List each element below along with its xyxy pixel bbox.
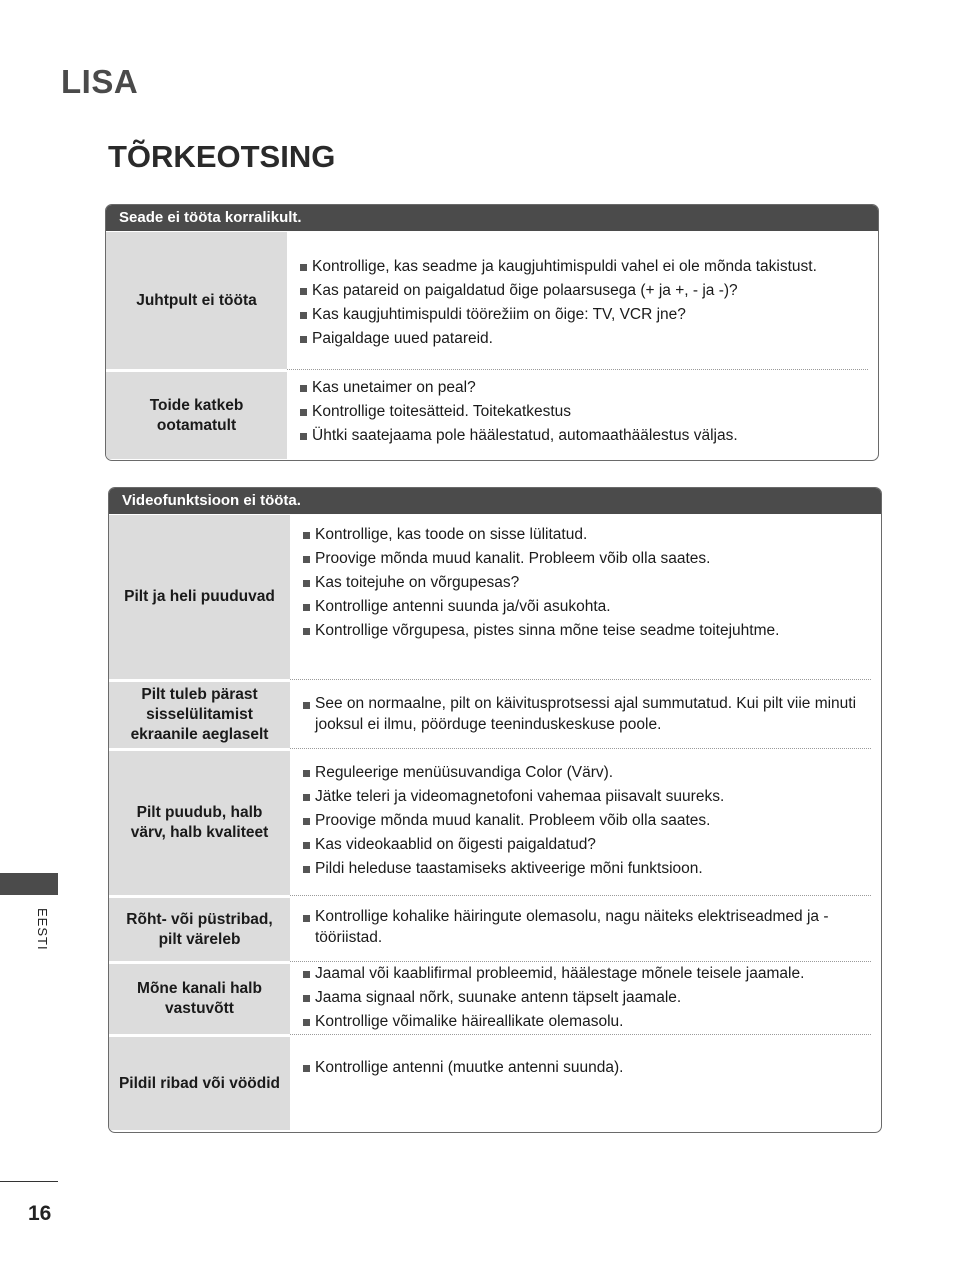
square-bullet-icon xyxy=(300,433,307,440)
square-bullet-icon xyxy=(303,866,310,873)
table-row xyxy=(109,748,881,895)
list-item xyxy=(300,303,858,327)
square-bullet-icon xyxy=(303,971,310,978)
problem-label: Rõht- või püstribad, pilt väreleb xyxy=(109,895,290,961)
solution-text: Kas videokaablid on õigesti paigaldatud? xyxy=(315,836,596,853)
square-bullet-icon xyxy=(303,556,310,563)
solution-text: Proovige mõnda muud kanalit. Probleem võib olla saates. xyxy=(315,550,711,567)
problem-label: Juhtpult ei tööta xyxy=(106,232,287,369)
solution-text: See on normaalne, pilt on käivitusprotsessi ajal summutatud. Kui pilt viie minuti jooksul ei ilmu, pöörduge teeninduskeskuse poole. xyxy=(315,695,857,733)
list-item xyxy=(303,906,861,948)
list-item xyxy=(300,327,858,351)
square-bullet-icon xyxy=(303,770,310,777)
table-row xyxy=(109,679,881,748)
square-bullet-icon xyxy=(303,1065,310,1072)
solution-list xyxy=(303,693,861,735)
troubleshoot-table-device xyxy=(105,204,879,461)
problem-label: Mõne kanali halb vastuvõtt xyxy=(109,961,290,1034)
table-row xyxy=(106,232,878,369)
table-header: Videofunktsioon ei tööta. xyxy=(109,488,881,515)
square-bullet-icon xyxy=(303,794,310,801)
solution-text: Kontrollige antenni (muutke antenni suunda). xyxy=(315,1059,624,1076)
square-bullet-icon xyxy=(303,702,310,709)
solution-cell xyxy=(290,895,871,961)
square-bullet-icon xyxy=(300,385,307,392)
list-item xyxy=(300,400,858,424)
page-number-rule xyxy=(0,1181,58,1182)
square-bullet-icon xyxy=(303,580,310,587)
table-header: Seade ei tööta korralikult. xyxy=(106,205,878,232)
solution-list xyxy=(300,255,858,351)
solution-list xyxy=(303,1056,861,1080)
solution-text: Kontrollige antenni suunda ja/või asukohta. xyxy=(315,598,611,615)
table-row xyxy=(109,1034,881,1130)
list-item xyxy=(303,986,861,1010)
list-item xyxy=(300,279,858,303)
list-item xyxy=(300,376,858,400)
table-row xyxy=(106,369,878,459)
square-bullet-icon xyxy=(303,628,310,635)
list-item xyxy=(303,619,861,643)
list-item xyxy=(303,1056,861,1080)
solution-cell xyxy=(287,369,868,459)
list-item xyxy=(300,255,858,279)
problem-label: Pildil ribad või vöödid xyxy=(109,1034,290,1130)
solution-text: Kontrollige toitesätteid. Toitekatkestus xyxy=(312,403,572,420)
solution-text: Kas unetaimer on peal? xyxy=(312,379,476,396)
solution-text: Kontrollige, kas toode on sisse lülitatud. xyxy=(315,526,588,543)
square-bullet-icon xyxy=(303,604,310,611)
page-number: 16 xyxy=(28,1202,52,1225)
solution-list xyxy=(300,376,858,448)
list-item xyxy=(303,571,861,595)
list-item xyxy=(303,962,861,986)
table-row xyxy=(109,961,881,1034)
page-title: TÕRKEOTSING xyxy=(108,139,336,174)
language-label: EESTI xyxy=(35,908,50,951)
solution-cell xyxy=(290,748,871,895)
square-bullet-icon xyxy=(303,1019,310,1026)
list-item xyxy=(303,857,861,881)
solution-cell xyxy=(287,232,868,369)
solution-text: Paigaldage uued patareid. xyxy=(312,330,493,347)
solution-cell xyxy=(290,679,871,748)
table-row xyxy=(109,895,881,961)
list-item xyxy=(303,833,861,857)
problem-label: Pilt tuleb pärast sisselülitamist ekraanile aeglaselt xyxy=(109,679,290,748)
solution-list xyxy=(303,962,861,1034)
problem-label: Pilt puudub, halb värv, halb kvaliteet xyxy=(109,748,290,895)
list-item xyxy=(300,424,858,448)
solution-text: Jaamal või kaablifirmal probleemid, häälestage mõnele teisele jaamale. xyxy=(315,965,805,982)
square-bullet-icon xyxy=(300,264,307,271)
solution-list xyxy=(303,906,861,948)
square-bullet-icon xyxy=(303,915,310,922)
solution-list xyxy=(303,523,861,643)
list-item xyxy=(303,523,861,547)
section-title: LISA xyxy=(61,63,139,100)
solution-text: Reguleerige menüüsuvandiga Color (Värv). xyxy=(315,764,614,781)
list-item xyxy=(303,809,861,833)
list-item xyxy=(303,1010,861,1034)
list-item xyxy=(303,547,861,571)
square-bullet-icon xyxy=(300,288,307,295)
square-bullet-icon xyxy=(303,532,310,539)
table-row xyxy=(109,515,881,679)
square-bullet-icon xyxy=(303,818,310,825)
problem-label: Toide katkeb ootamatult xyxy=(106,369,287,459)
solution-cell xyxy=(290,515,871,679)
solution-text: Kas kaugjuhtimispuldi töörežiim on õige: TV, VCR jne? xyxy=(312,306,686,323)
troubleshoot-table-video xyxy=(108,487,882,1133)
list-item xyxy=(303,693,861,735)
solution-text: Kas toitejuhe on võrgupesas? xyxy=(315,574,520,591)
solution-text: Kontrollige kohalike häiringute olemasolu, nagu näiteks elektriseadmed ja -tööriistad. xyxy=(315,908,829,946)
solution-cell xyxy=(290,1034,871,1130)
solution-text: Jaama signaal nõrk, suunake antenn täpselt jaamale. xyxy=(315,989,682,1006)
list-item xyxy=(303,761,861,785)
solution-text: Pildi heleduse taastamiseks aktiveerige mõni funktsioon. xyxy=(315,860,703,877)
solution-text: Kas patareid on paigaldatud õige polaarsusega (+ ja +, - ja -)? xyxy=(312,282,738,299)
section-tab-marker xyxy=(0,873,58,895)
solution-text: Ühtki saatejaama pole häälestatud, automaathäälestus väljas. xyxy=(312,427,738,444)
solution-text: Kontrollige, kas seadme ja kaugjuhtimispuldi vahel ei ole mõnda takistust. xyxy=(312,258,817,275)
square-bullet-icon xyxy=(300,312,307,319)
list-item xyxy=(303,785,861,809)
list-item xyxy=(303,595,861,619)
solution-text: Proovige mõnda muud kanalit. Probleem võib olla saates. xyxy=(315,812,711,829)
square-bullet-icon xyxy=(303,842,310,849)
solution-text: Kontrollige võimalike häireallikate olemasolu. xyxy=(315,1013,624,1030)
problem-label: Pilt ja heli puuduvad xyxy=(109,515,290,679)
solution-list xyxy=(303,761,861,881)
square-bullet-icon xyxy=(300,409,307,416)
solution-text: Kontrollige võrgupesa, pistes sinna mõne teise seadme toitejuhtme. xyxy=(315,622,780,639)
square-bullet-icon xyxy=(303,995,310,1002)
solution-cell xyxy=(290,961,871,1034)
square-bullet-icon xyxy=(300,336,307,343)
solution-text: Jätke teleri ja videomagnetofoni vahemaa piisavalt suureks. xyxy=(315,788,725,805)
